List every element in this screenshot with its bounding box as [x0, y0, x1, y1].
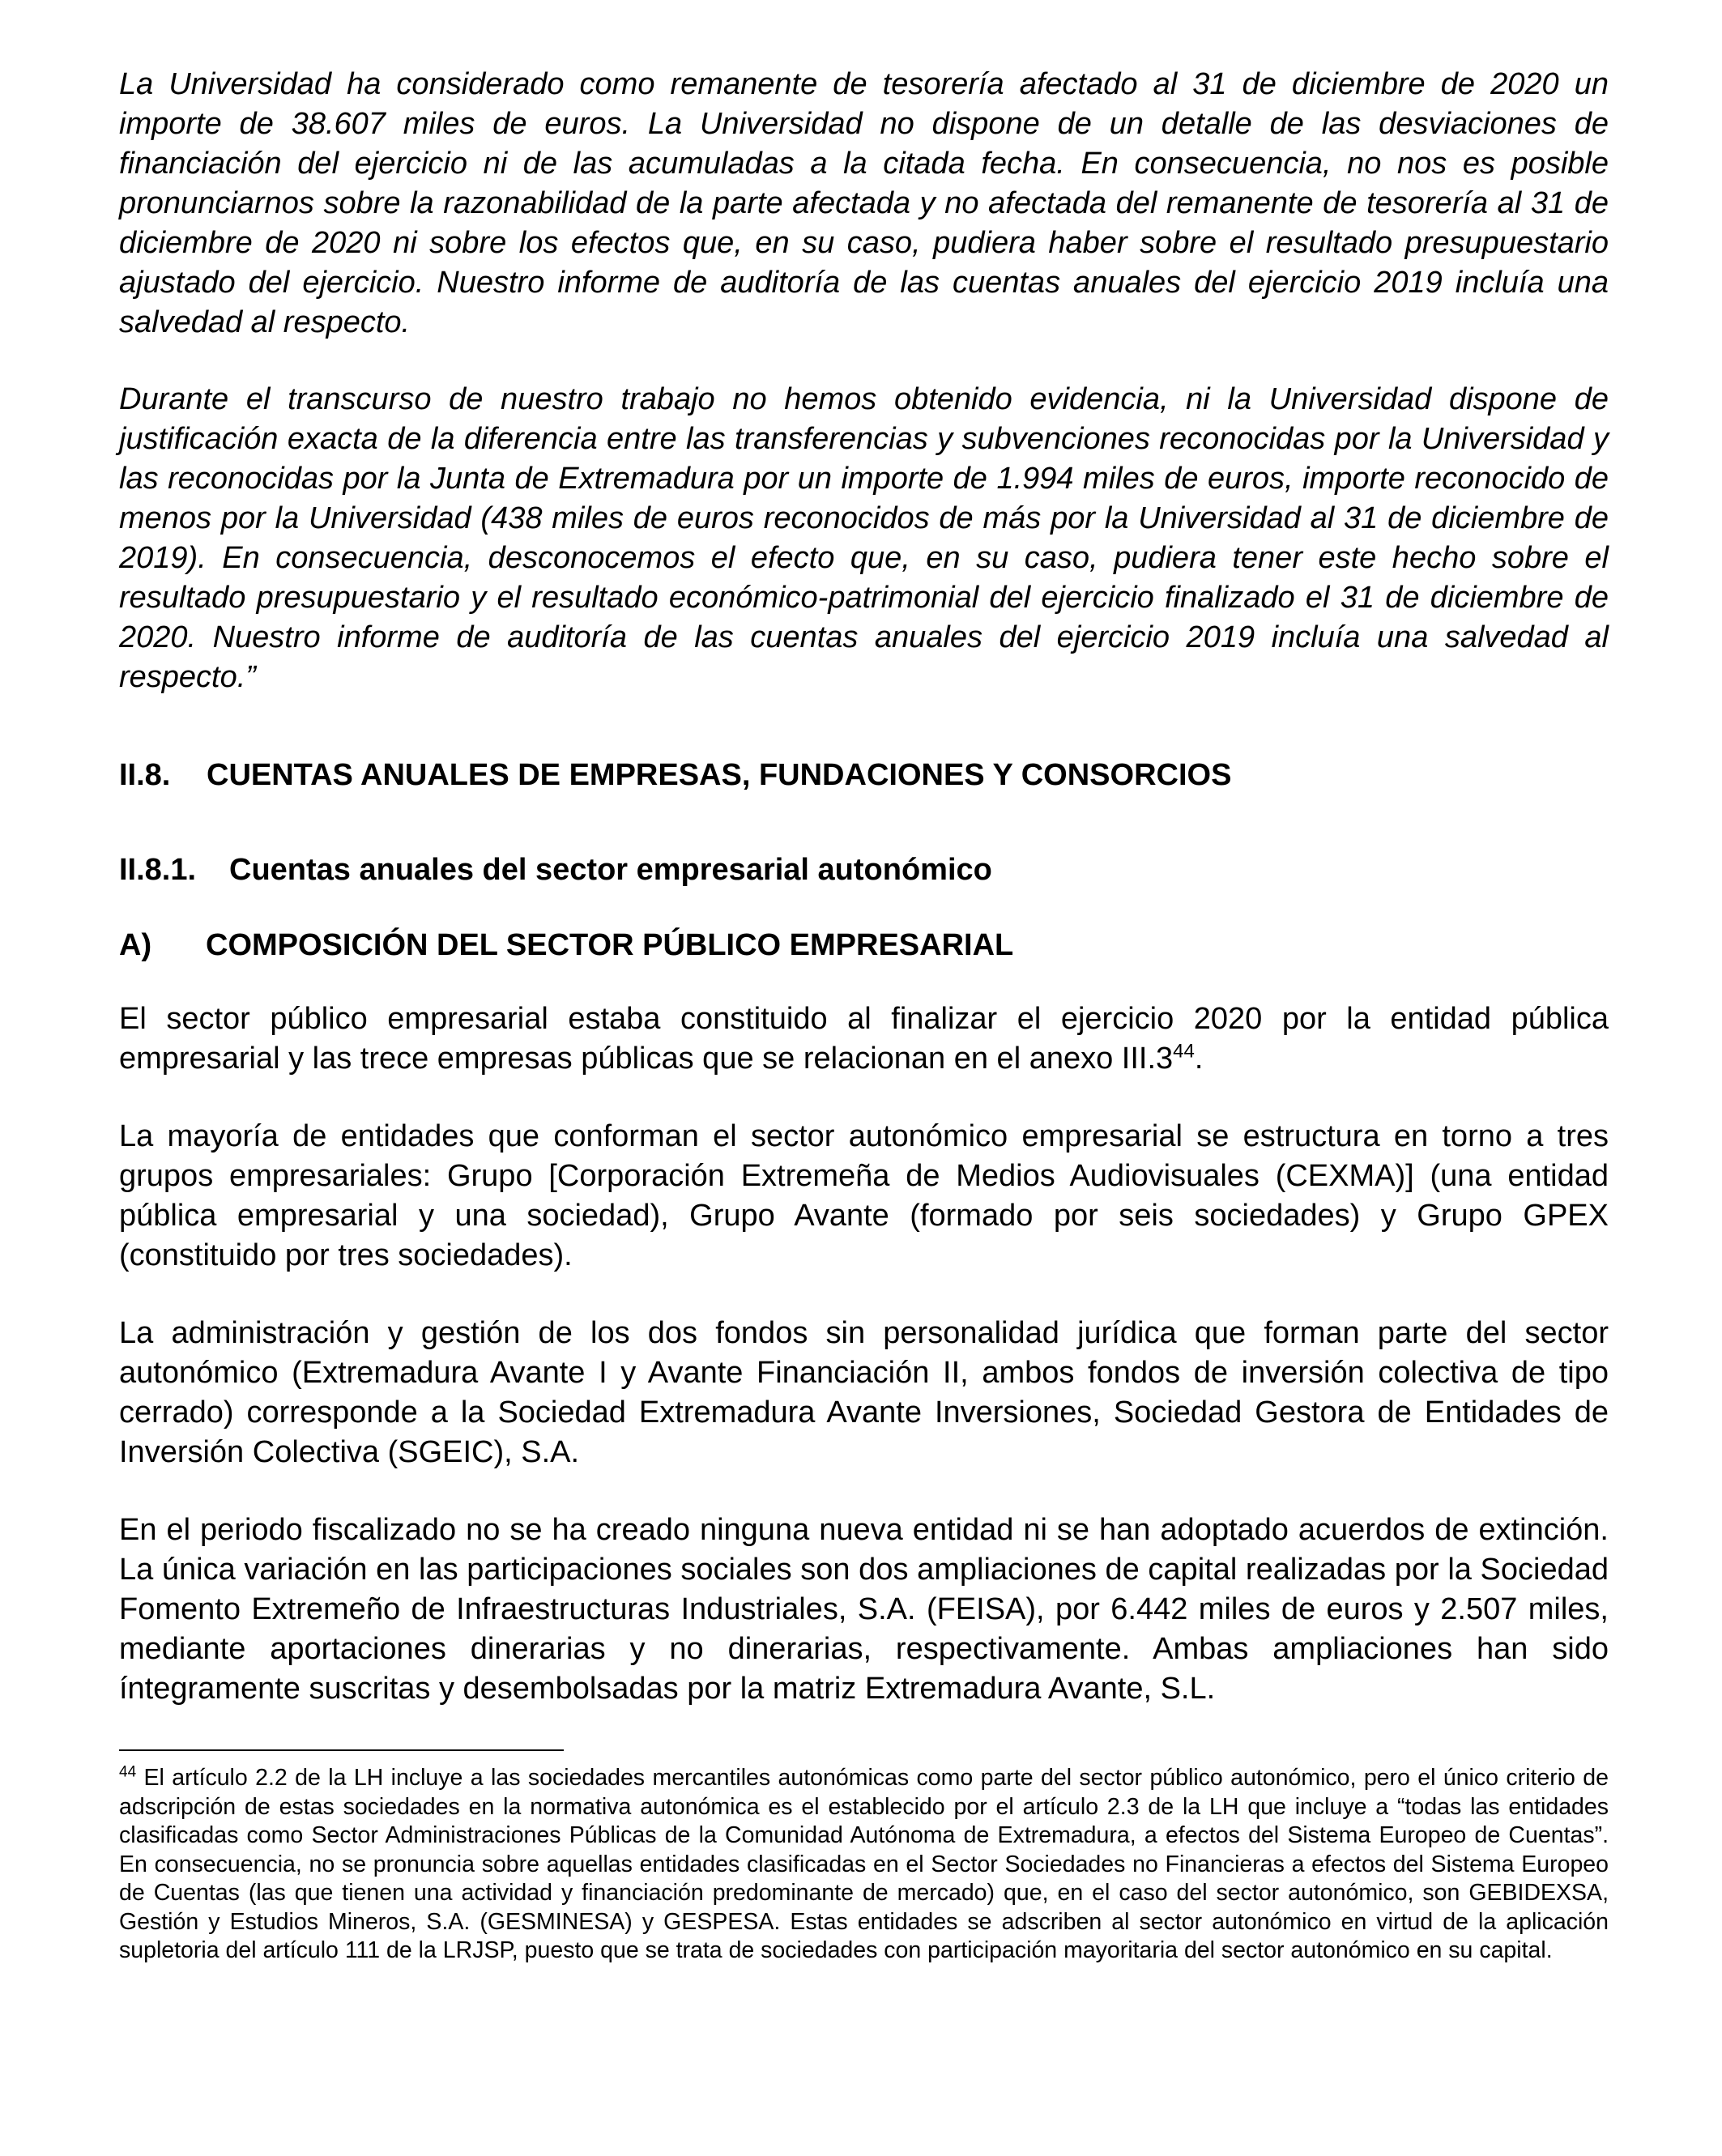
document-page — [119, 65, 1609, 1966]
intro-paragraph-remanente: La Universidad ha considerado como remanente de tesorería afectado al 31 de diciembre de 2020 un importe de 38.607 miles de euros. La Universidad no dispone de un detalle de las desviaciones de financiación del ejercicio ni de las acumuladas a la citada fecha. En consecuencia, no nos es posible pronunciarnos sobre la razonabilidad de la parte afectada y no afectada del remanente de tesorería al 31 de diciembre de 2020 ni sobre los efectos que, en su caso, pudiera haber sobre el resultado presupuestario ajustado del ejercicio. Nuestro informe de auditoría de las cuentas anuales del ejercicio 2019 incluía una salvedad al respecto. — [119, 67, 1609, 339]
subsection-heading — [119, 850, 1609, 890]
intro-paragraph-transferencias: Durante el transcurso de nuestro trabajo no hemos obtenido evidencia, ni la Universidad dispone de justificación exacta de la diferencia entre las transferencias y subvenciones reconocidas por la Universidad y las reconocidas por la Junta de Extremadura por un importe de 1.994 miles de euros, importe reconocido de menos por la Universidad (438 miles de euros reconocidos de más por la Universidad al 31 de diciembre de 2019). En consecuencia, desconocemos el efecto que, en su caso, pudiera tener este hecho sobre el resultado presupuestario y el resultado económico-patrimonial del ejercicio finalizado el 31 de diciembre de 2020. Nuestro informe de auditoría de las cuentas anuales del ejercicio 2019 incluía una salvedad al respecto.” — [119, 382, 1609, 694]
subheading-title: COMPOSICIÓN DEL SECTOR PÚBLICO EMPRESARIAL — [206, 928, 1014, 962]
subheading-letter: A) — [119, 928, 152, 962]
body-paragraph-grupos: La mayoría de entidades que conforman el sector autonómico empresarial se estructura en torno a tres grupos empresariales: Grupo [Corporación Extremeña de Medios Audiovisuales (CEXMA)] (una entidad pública empresarial y una sociedad), Grupo Avante (formado por seis sociedades) y Grupo GPEX (constituido por tres sociedades). — [119, 1119, 1609, 1272]
footnote — [119, 1764, 1609, 1966]
footnote-divider — [119, 1749, 564, 1751]
subsection-number: II.8.1. — [119, 853, 197, 887]
body-paragraph-fondos: La administración y gestión de los dos fondos sin personalidad jurídica que forman parte del sector autonómico (Extremadura Avante I y Avante Financiación II, ambos fondos de inversión colectiva de tipo cerrado) corresponde a la Sociedad Extremadura Avante Inversiones, Sociedad Gestora de Entidades de Inversión Colectiva (SGEIC), S.A. — [119, 1316, 1609, 1469]
section-heading — [119, 756, 1609, 795]
section-title: CUENTAS ANUALES DE EMPRESAS, FUNDACIONES Y CONSORCIOS — [207, 758, 1232, 792]
footnote-reference: 44 — [1173, 1040, 1195, 1063]
body-paragraph-composicion-text: El sector público empresarial estaba constituido al finalizar el ejercicio 2020 por la entidad pública empresarial y las trece empresas públicas que se relacionan en el anexo III.3 — [119, 1002, 1609, 1076]
footnote-text: El artículo 2.2 de la LH incluye a las sociedades mercantiles autonómicas como parte del sector público autonómico, pero el único criterio de adscripción de estas sociedades en la normativa autonómica es el establecido por el artículo 2.3 de la LH que incluye a “todas las entidades clasificadas como Sector Administraciones Públicas de la Comunidad Autónoma de Extremadura, a efectos del Sistema Europeo de Cuentas”. En consecuencia, no se pronuncia sobre aquellas entidades clasificadas en el Sector Sociedades no Financieras a efectos del Sistema Europeo de Cuentas (las que tienen una actividad y financiación predominante de mercado) que, en el caso del sector autonómico, son GEBIDEXSA, Gestión y Estudios Mineros, S.A. (GESMINESA) y GESPESA. Estas entidades se adscriben al sector autonómico en virtud de la aplicación supletoria del artículo 111 de la LRJSP, puesto que se trata de sociedades con participación mayoritaria del sector autonómico en su capital. — [119, 1765, 1609, 1963]
body-paragraph-variaciones: En el periodo fiscalizado no se ha creado ninguna nueva entidad ni se han adoptado acuerdos de extinción. La única variación en las participaciones sociales son dos ampliaciones de capital realizadas por la Sociedad Fomento Extremeño de Infraestructuras Industriales, S.A. (FEISA), por 6.442 miles de euros y 2.507 miles, mediante aportaciones dinerarias y no dinerarias, respectivamente. Ambas ampliaciones han sido íntegramente suscritas y desembolsadas por la matriz Extremadura Avante, S.L. — [119, 1513, 1609, 1706]
section-number: II.8. — [119, 758, 171, 792]
body-paragraph-composicion-end: . — [1194, 1042, 1204, 1076]
subsection-title: Cuentas anuales del sector empresarial autonómico — [229, 853, 992, 887]
body-paragraph-composicion — [119, 999, 1609, 1079]
footnote-number: 44 — [119, 1763, 137, 1781]
subheading — [119, 926, 1609, 965]
